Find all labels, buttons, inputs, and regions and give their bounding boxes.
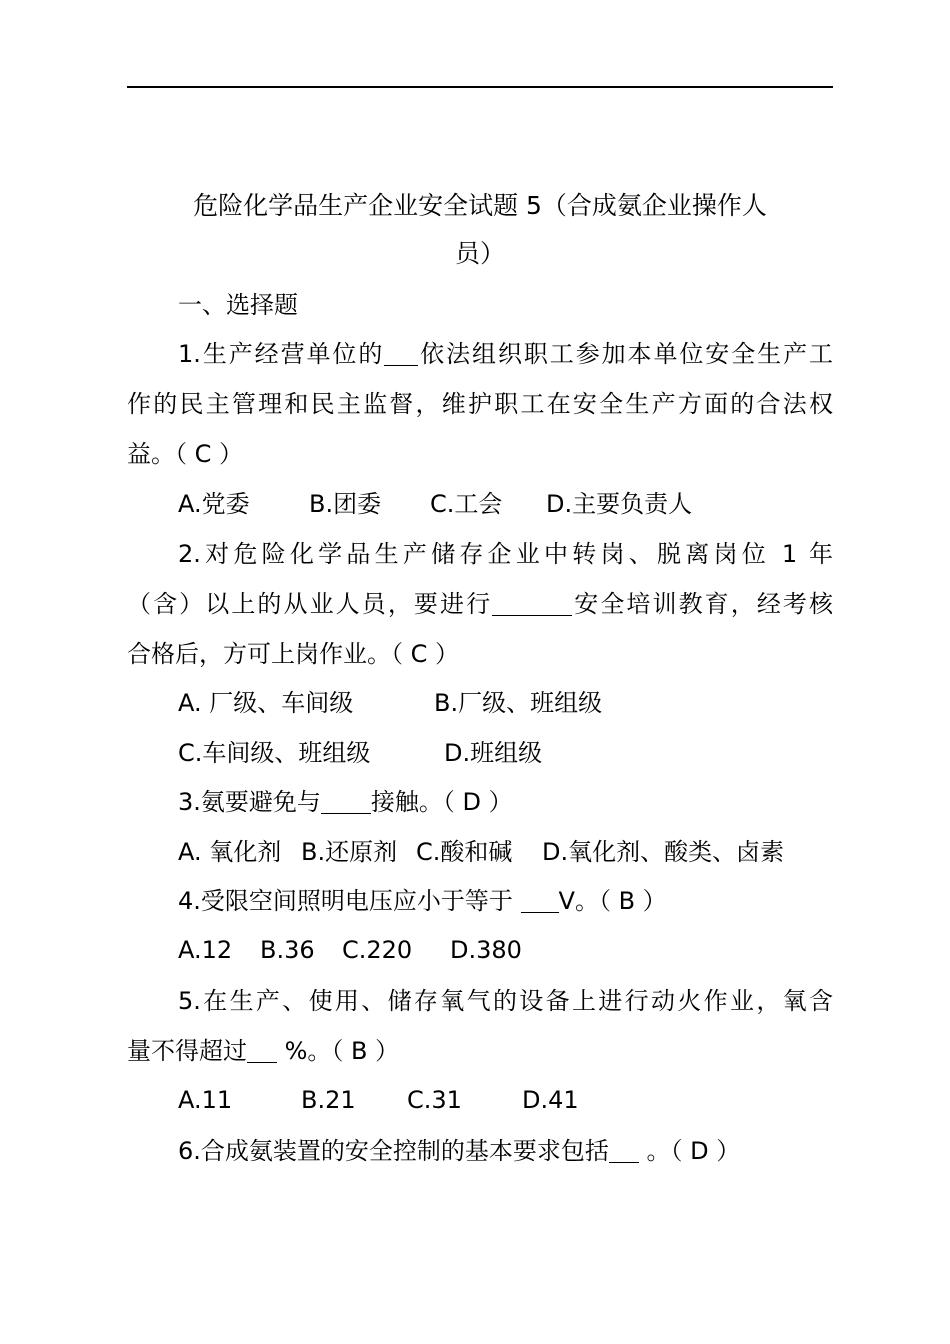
option-c: C.酸和碱	[416, 838, 513, 866]
answer-blank	[384, 339, 418, 366]
answer-blank	[521, 886, 559, 913]
question-1-line-2: 作的民主管理和民主监督，维护职工在安全生产方面的合法权	[127, 390, 833, 418]
question-3-options	[178, 827, 784, 877]
option-c: C.车间级、班组级	[178, 739, 371, 767]
question-2-options-row-1	[178, 678, 602, 728]
answer-blank	[321, 787, 371, 814]
option-b: B.21	[301, 1086, 356, 1114]
answer-blank	[609, 1136, 639, 1163]
answer-blank	[247, 1036, 277, 1063]
option-b: B.厂级、班组级	[434, 689, 603, 717]
option-c: C.工会	[430, 490, 503, 518]
option-a: A.11	[178, 1086, 233, 1114]
option-c: C.220	[342, 936, 413, 964]
option-a: A. 氧化剂	[178, 838, 282, 866]
option-d: D.380	[450, 936, 522, 964]
option-b: B.36	[260, 936, 315, 964]
option-d: D.班组级	[444, 739, 543, 767]
question-3: 3.氨要避免与 接触。（ D ）	[178, 788, 513, 816]
question-4: 4.受限空间照明电压应小于等于 V。（ B ）	[178, 887, 667, 915]
option-a: A. 厂级、车间级	[178, 689, 354, 717]
question-4-options	[178, 925, 522, 975]
title-line-2: 员）	[454, 239, 505, 268]
section-heading: 一、选择题	[178, 291, 298, 319]
header-rule	[127, 86, 833, 88]
question-1-line-1: 1.生产经营单位的 依法组织职工参加本单位安全生产工	[178, 340, 833, 368]
option-b: B.团委	[309, 490, 382, 518]
option-a: A.12	[178, 936, 233, 964]
question-5-options	[178, 1075, 579, 1125]
question-5-line-1: 5.在生产、使用、储存氧气的设备上进行动火作业，氧含	[178, 987, 833, 1015]
question-1-line-3: 益。（ C ）	[127, 440, 244, 468]
title-line-1: 危险化学品生产企业安全试题 5（合成氨企业操作人	[193, 191, 767, 220]
option-a: A.党委	[178, 490, 250, 518]
option-d: D.41	[522, 1086, 579, 1114]
question-2-line-3: 合格后，方可上岗作业。（ C ）	[127, 640, 460, 668]
answer-blank	[492, 589, 572, 616]
option-b: B.还原剂	[301, 838, 398, 866]
question-2-options-row-2	[178, 728, 542, 778]
question-2-line-2: （含）以上的从业人员，要进行 安全培训教育，经考核	[127, 590, 834, 618]
option-d: D.主要负责人	[546, 490, 693, 518]
document-title	[127, 182, 833, 278]
question-2-line-1: 2.对危险化学品生产储存企业中转岗、脱离岗位 1 年	[178, 540, 833, 568]
question-5-line-2: 量不得超过 %。（ B ）	[127, 1037, 400, 1065]
question-1-options	[178, 479, 692, 529]
option-c: C.31	[407, 1086, 462, 1114]
question-6: 6.合成氨装置的安全控制的基本要求包括 。（ D ）	[178, 1137, 741, 1165]
option-d: D.氧化剂、酸类、卤素	[542, 838, 785, 866]
